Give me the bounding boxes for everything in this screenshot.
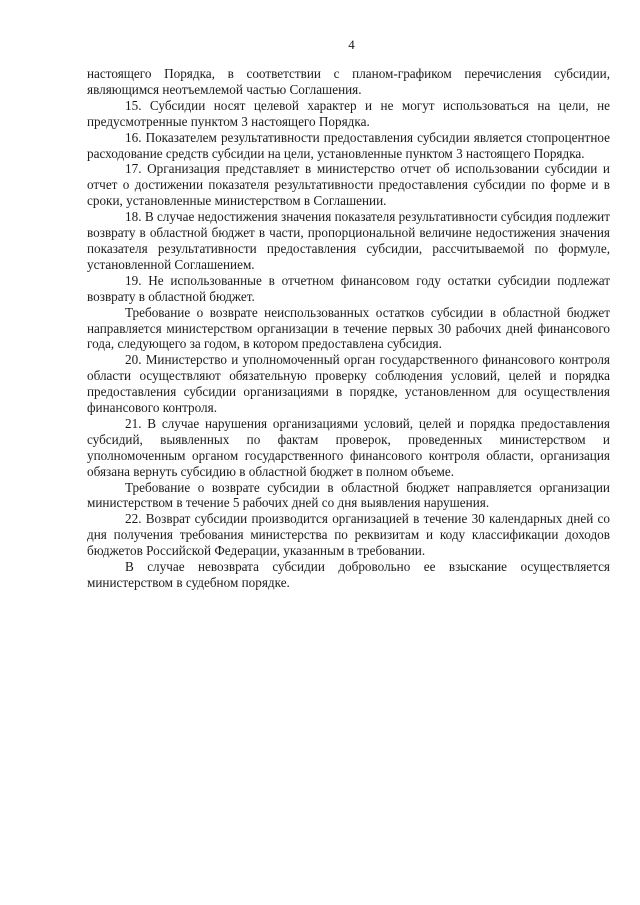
paragraph-court-recovery: В случае невозврата субсидии добровольно ее взыскание осуществляется министерством в судебном порядке. bbox=[87, 559, 610, 590]
paragraph-item-21: 21. В случае нарушения организациями условий, целей и порядка предоставления субсидий, выявленных по фактам проверок, проведенных министерством и уполномоченным органом государственного финансового контроля области, организация обязана вернуть субсидию в областной бюджет в полном объеме. bbox=[87, 415, 610, 479]
paragraph-item-15: 15. Субсидии носят целевой характер и не могут использоваться на цели, не предусмотренные пунктом 3 настоящего Порядка. bbox=[87, 97, 610, 129]
paragraph-item-19: 19. Не использованные в отчетном финансовом году остатки субсидии подлежат возврату в областной бюджет. bbox=[87, 272, 610, 304]
paragraph-item-20: 20. Министерство и уполномоченный орган государственного финансового контроля области осуществляют обязательную проверку соблюдения условий, целей и порядка предоставления субсидии организациями в порядке, установленном для осуществления финансового контроля. bbox=[87, 352, 610, 416]
paragraph-item-16: 16. Показателем результативности предоставления субсидии является стопроцентное расходование средств субсидии на цели, установленные пунктом 3 настоящего Порядка. bbox=[87, 129, 610, 161]
page-number: 4 bbox=[348, 37, 355, 52]
paragraph-item-22: 22. Возврат субсидии производится организацией в течение 30 календарных дней со дня получения требования министерства по реквизитам и коду классификации доходов бюджетов Российской Федерации, указанным в требовании. bbox=[87, 511, 610, 559]
paragraph-item-18: 18. В случае недостижения значения показателя результативности субсидия подлежит возврату в областной бюджет в части, пропорциональной величине недостижения значения показателя результативности предоставления субсидии, рассчитываемой по формуле, установленной Соглашением. bbox=[87, 209, 610, 272]
paragraph-unused-balance-demand: Требование о возврате неиспользованных остатков субсидии в областной бюджет направляется министерством организации в течение первых 30 рабочих дней финансового года, следующего за годом, в котором предоставлена субсидия. bbox=[87, 304, 610, 352]
paragraph-item-17: 17. Организация представляет в министерство отчет об использовании субсидии и отчет о достижении показателя результативности предоставления субсидии по форме и в сроки, установленные министерством в Соглашении. bbox=[87, 161, 610, 209]
paragraph-continuation: настоящего Порядка, в соответствии с планом-графиком перечисления субсидии, являющимся неотъемлемой частью Соглашения. bbox=[87, 66, 610, 97]
paragraph-return-demand: Требование о возврате субсидии в областной бюджет направляется организации министерством в течение 5 рабочих дней со дня выявления нарушения. bbox=[87, 479, 610, 511]
document-body bbox=[87, 66, 610, 591]
